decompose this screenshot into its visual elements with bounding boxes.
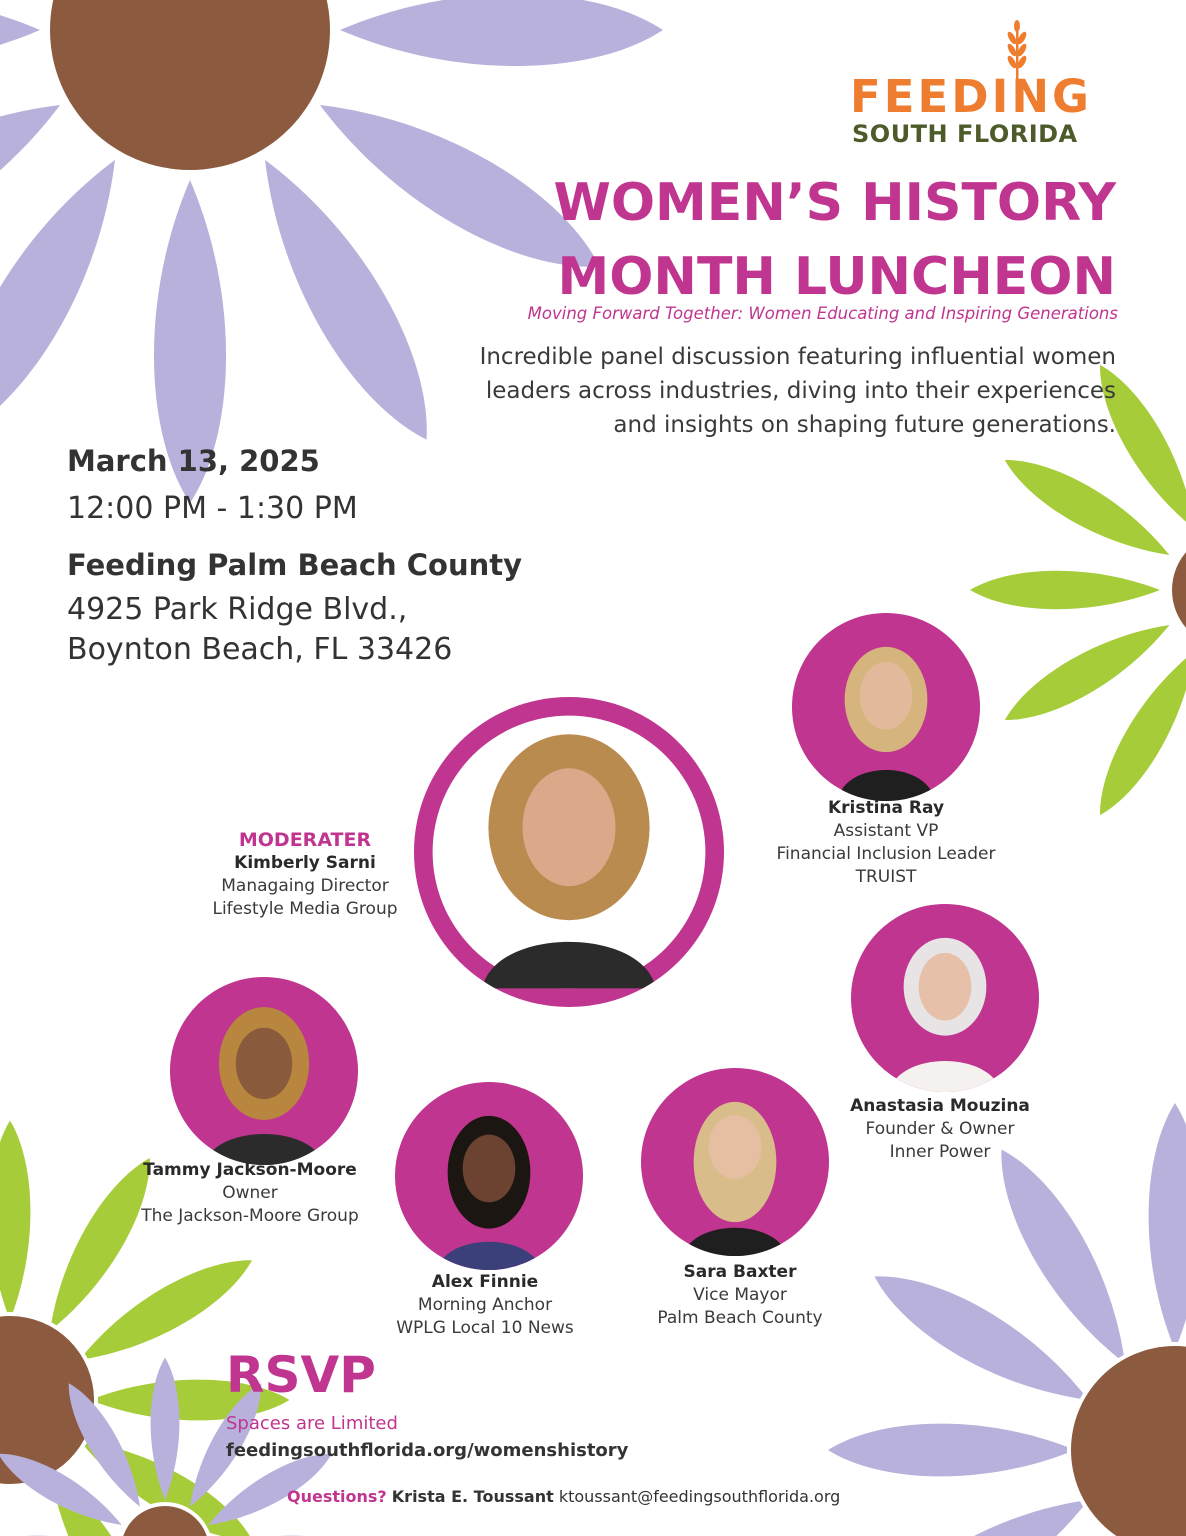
sara-caption	[620, 1261, 860, 1330]
anastasia-portrait	[851, 904, 1039, 1092]
event-title	[416, 166, 1116, 314]
contact-name: Krista E. Toussant	[391, 1487, 554, 1506]
event-description	[336, 340, 1116, 442]
event-address-line1: 4925 Park Ridge Blvd.,	[67, 592, 408, 627]
contact-email-link[interactable]: ktoussant@feedingsouthflorida.org	[558, 1487, 841, 1506]
sara-title: Vice Mayor	[693, 1285, 787, 1305]
tammy-portrait	[170, 977, 358, 1165]
questions-label: Questions?	[287, 1487, 387, 1506]
kristina-org: TRUIST	[855, 867, 917, 887]
portrait-silhouette-icon	[395, 1082, 583, 1270]
tammy-title: Owner	[222, 1183, 278, 1203]
portrait-silhouette-icon	[851, 904, 1039, 1092]
anastasia-caption	[810, 1095, 1070, 1164]
rsvp-note: Spaces are Limited	[226, 1413, 398, 1434]
alex-org: WPLG Local 10 News	[396, 1318, 574, 1338]
kristina-portrait	[792, 613, 980, 801]
event-date: March 13, 2025	[67, 444, 320, 478]
tammy-org: The Jackson-Moore Group	[141, 1206, 359, 1226]
anastasia-name: Anastasia Mouzina	[850, 1096, 1030, 1116]
portrait-silhouette-icon	[641, 1068, 829, 1256]
event-title-line1: WOMEN’S HISTORY	[553, 173, 1116, 233]
description-line2: leaders across industries, diving into their experiences	[485, 378, 1116, 404]
kristina-name: Kristina Ray	[827, 798, 945, 818]
rsvp-heading: RSVP	[226, 1346, 376, 1404]
portrait-silhouette-icon	[170, 977, 358, 1165]
portrait-silhouette-icon	[414, 697, 724, 1007]
moderator-caption	[180, 829, 430, 921]
portrait-silhouette-icon	[792, 613, 980, 801]
rsvp-link[interactable]: feedingsouthflorida.org/womenshistory	[226, 1440, 629, 1461]
description-line3: and insights on shaping future generations.	[613, 412, 1116, 438]
event-venue: Feeding Palm Beach County	[67, 548, 523, 582]
anastasia-org: Inner Power	[889, 1142, 991, 1162]
sara-name: Sara Baxter	[683, 1262, 797, 1282]
sara-portrait	[641, 1068, 829, 1256]
moderator-title: Managaing Director	[221, 876, 389, 896]
sara-org: Palm Beach County	[657, 1308, 823, 1328]
logo-south-florida-text: SOUTH FLORIDA	[852, 120, 1078, 148]
event-address-line2: Boynton Beach, FL 33426	[67, 632, 453, 667]
kristina-title: Assistant VP	[833, 821, 939, 841]
alex-name: Alex Finnie	[431, 1272, 539, 1292]
tammy-caption	[110, 1159, 390, 1228]
kristina-caption	[736, 797, 1036, 889]
event-time: 12:00 PM - 1:30 PM	[67, 491, 358, 526]
event-subtitle: Moving Forward Together: Women Educating and Inspiring Generations	[527, 304, 1118, 323]
description-line1: Incredible panel discussion featuring influential women	[479, 344, 1116, 370]
alex-caption	[365, 1271, 605, 1340]
moderator-org: Lifestyle Media Group	[212, 899, 398, 919]
kristina-title2: Financial Inclusion Leader	[776, 844, 996, 864]
alex-title: Morning Anchor	[417, 1295, 553, 1315]
questions-line	[287, 1487, 840, 1506]
anastasia-title: Founder & Owner	[865, 1119, 1015, 1139]
moderator-portrait	[414, 697, 724, 1007]
moderator-name: Kimberly Sarni	[234, 853, 376, 873]
lavender-flower-bottom-right	[828, 1103, 1186, 1536]
logo-feeding-text: FEEDING	[850, 70, 1092, 123]
moderator-role: MODERATER	[238, 829, 372, 851]
tammy-name: Tammy Jackson-Moore	[143, 1160, 357, 1180]
event-title-line2: MONTH LUNCHEON	[557, 247, 1116, 307]
alex-portrait	[395, 1082, 583, 1270]
